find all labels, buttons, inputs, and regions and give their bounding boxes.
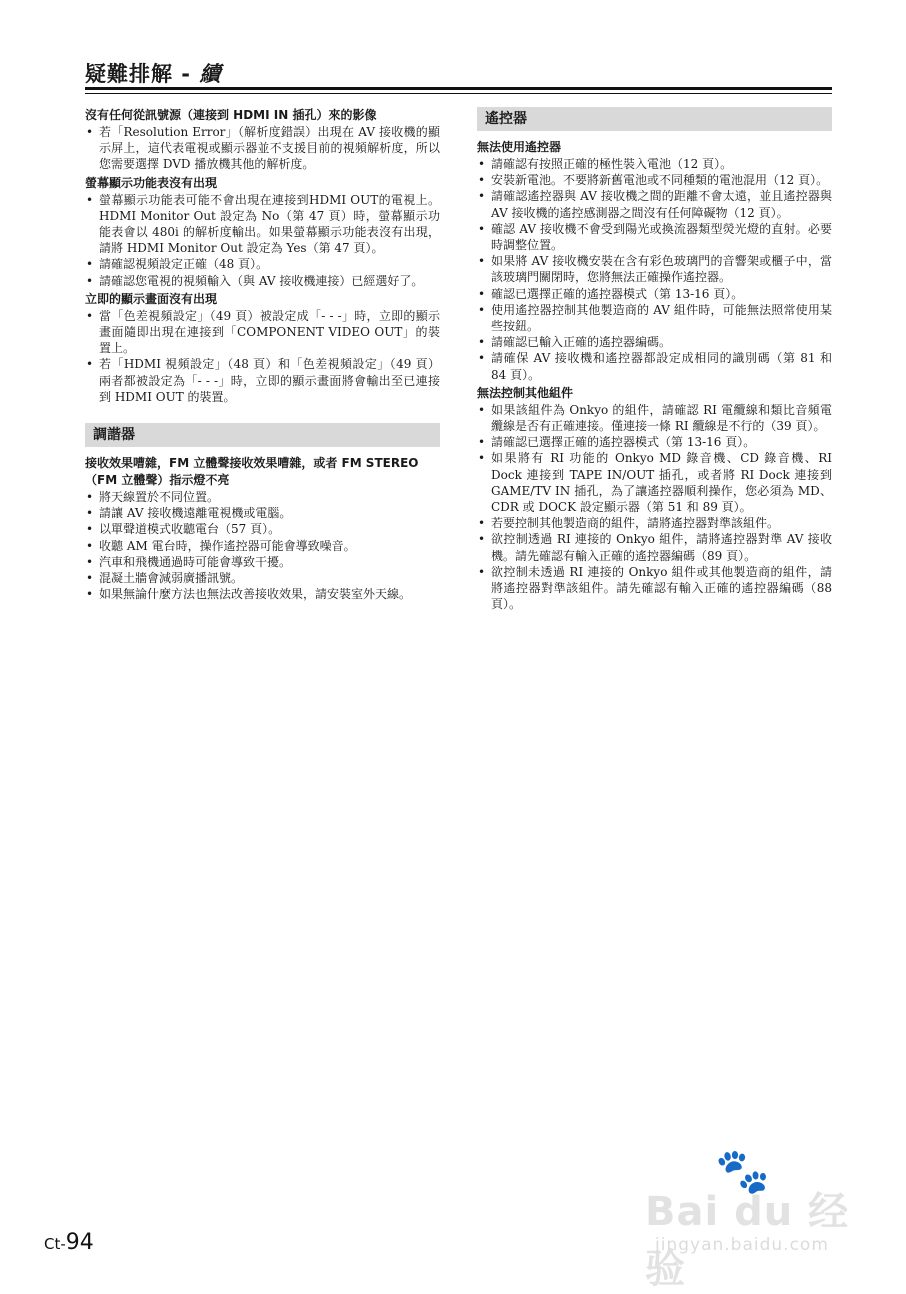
section-title: 立即的顯示畫面沒有出現 (85, 291, 218, 306)
list-item: • 汽車和飛機通過時可能會導致干擾。 (85, 554, 440, 570)
list-item: • 請確認視頻設定正確（48 頁）。 (85, 256, 440, 272)
right-column (477, 107, 832, 614)
list-item: • 如果無論什麼方法也無法改善接收效果，請安裝室外天線。 (85, 586, 440, 602)
list-item: • 如果將有 RI 功能的 Onkyo MD 錄音機、CD 錄音機、RI Dock 連接到 TAPE IN/OUT 插孔，或者將 RI Dock 連接到 GAME/TV IN 插孔，為了讓遙控器順利操作，您必須為 MD、CDR 或 DOCK 設定顯示器（第 51 和 89 頁）。 (477, 450, 832, 515)
page-number (44, 1230, 94, 1255)
list-item: • 使用遙控器控制其他製造商的 AV 組件時，可能無法照常使用某些按鈕。 (477, 302, 832, 334)
list-item: • 請確認您電視的視頻輸入（與 AV 接收機連接）已經選好了。 (85, 273, 440, 289)
list-item: • 欲控制透過 RI 連接的 Onkyo 組件，請將遙控器對準 AV 接收機。請先確認有輸入正確的遙控器編碼（89 頁）。 (477, 531, 832, 563)
list-item: • 請確認已選擇正確的遙控器模式（第 13-16 頁）。 (477, 434, 832, 450)
list-item: • 確認已選擇正確的遙控器模式（第 13-16 頁）。 (477, 286, 832, 302)
section-title: 無法使用遙控器 (477, 140, 562, 154)
section-bar-remote: 遙控器 (477, 107, 832, 131)
list-item: • 以單聲道模式收聽電台（57 頁）。 (85, 521, 440, 537)
page-title-continued: 續 (199, 62, 222, 86)
page-header (85, 52, 832, 90)
list-item: • 安裝新電池。不要將新舊電池或不同種類的電池混用（12 頁）。 (477, 172, 832, 188)
section-title: 螢幕顯示功能表沒有出現 (85, 175, 218, 190)
watermark-url: jingyan.baidu.com (655, 1235, 829, 1255)
section-bar-tuner: 調諧器 (85, 423, 440, 447)
page-number-value: 94 (65, 1230, 94, 1255)
list-item: • 請確保 AV 接收機和遙控器都設定成相同的識別碼（第 81 和 84 頁）。 (477, 350, 832, 382)
list-item: • 請確認已輸入正確的遙控器編碼。 (477, 334, 832, 350)
list-item: • 混凝土牆會減弱廣播訊號。 (85, 570, 440, 586)
bullet-list (85, 124, 440, 173)
bullet-list (85, 192, 440, 289)
section-title: 無法控制其他組件 (477, 385, 574, 400)
section-title: 接收效果嘈雜，FM 立體聲接收效果嘈雜，或者 FM STEREO（FM 立體聲）指示燈不亮 (85, 456, 419, 488)
section-title: 沒有任何從訊號源（連接到 HDMI IN 插孔）來的影像 (85, 108, 377, 122)
paw-icon: 🐾 (715, 1146, 770, 1197)
list-item: • 請讓 AV 接收機遠離電視機或電腦。 (85, 505, 440, 521)
list-item: • 當「色差視頻設定」（49 頁）被設定成「- - -」時，立即的顯示畫面隨即出現在連接到「COMPONENT VIDEO OUT」的裝置上。 (85, 308, 440, 357)
bullet-list (477, 156, 832, 383)
header-rule-thick (85, 87, 832, 90)
list-item: • 如果該組件為 Onkyo 的組件，請確認 RI 電纜線和類比音頻電纜線是否有正確連接。僅連接一條 RI 纜線是不行的（39 頁）。 (477, 402, 832, 434)
list-item: • 請確認遙控器與 AV 接收機之間的距離不會太遠，並且遙控器與 AV 接收機的遙控感測器之間沒有任何障礙物（12 頁）。 (477, 188, 832, 220)
page-title-main: 疑難排解 - (85, 62, 200, 86)
list-item: • 確認 AV 接收機不會受到陽光或換流器類型熒光燈的直射。必要時調整位置。 (477, 221, 832, 253)
list-item: • 若「Resolution Error」（解析度錯誤）出現在 AV 接收機的顯示屏上，這代表電視或顯示器並不支援目前的視頻解析度，所以您需要選擇 DVD 播放機其他的解析度。 (85, 124, 440, 173)
left-column (85, 107, 440, 604)
bullet-list (85, 308, 440, 405)
list-item: • 若「HDMI 視頻設定」（48 頁）和「色差視頻設定」（49 頁）兩者都被設定為「- - -」時，立即的顯示畫面將會輸出至已連接到 HDMI OUT 的裝置。 (85, 356, 440, 405)
baidu-watermark (645, 1146, 875, 1292)
page-number-prefix: Ct- (44, 1235, 66, 1253)
list-item: • 欲控制未透過 RI 連接的 Onkyo 組件或其他製造商的組件，請將遙控器對準該組件。請先確認有輸入正確的遙控器編碼（88 頁）。 (477, 564, 832, 613)
list-item: • 請確認有按照正確的極性裝入電池（12 頁）。 (477, 156, 832, 172)
watermark-brand: Bai du 经验 (645, 1189, 850, 1292)
list-item: • 收聽 AM 電台時，操作遙控器可能會導致噪音。 (85, 538, 440, 554)
list-item: • 螢幕顯示功能表可能不會出現在連接到HDMI OUT的電視上。HDMI Monitor Out 設定為 No（第 47 頁）時，螢幕顯示功能表會以 480i 的解析度輸出。如果螢幕顯示功能表沒有出現，請將 HDMI Monitor Out 設定為 Yes（第 47 頁）。 (85, 192, 440, 257)
list-item: • 若要控制其他製造商的組件，請將遙控器對準該組件。 (477, 515, 832, 531)
bullet-list (85, 489, 440, 602)
list-item: • 如果將 AV 接收機安裝在含有彩色玻璃門的音響架或櫃子中，當該玻璃門關閉時，您將無法正確操作遙控器。 (477, 253, 832, 285)
bullet-list (477, 402, 832, 613)
header-rule-thin (85, 93, 832, 94)
page-title (85, 58, 221, 88)
list-item: • 將天線置於不同位置。 (85, 489, 440, 505)
